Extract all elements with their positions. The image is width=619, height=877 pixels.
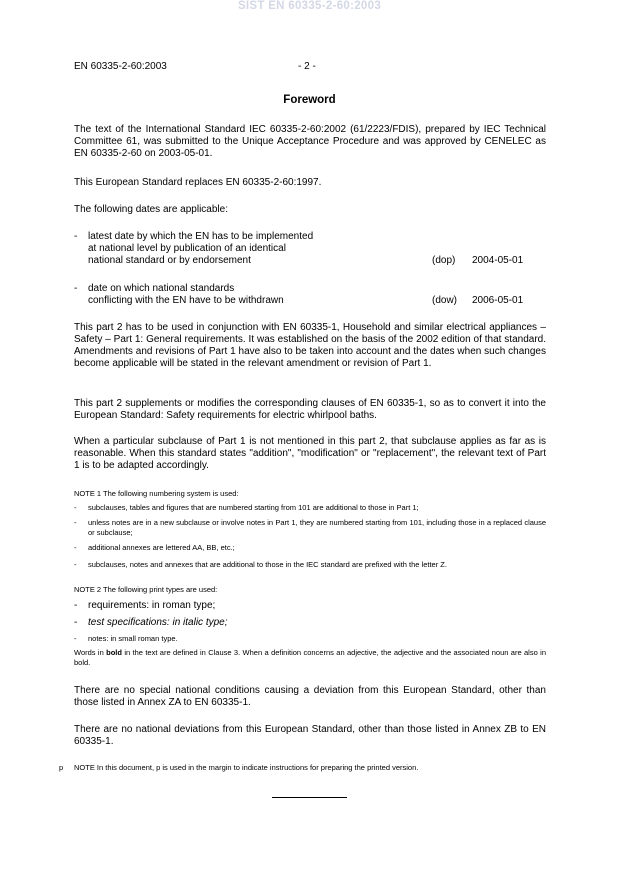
margin-marker: p — [59, 763, 64, 772]
note-item-text: notes: in small roman type. — [88, 634, 178, 643]
list-dash: - — [74, 617, 78, 628]
date-item-line: national standard or by endorsement — [88, 255, 251, 266]
note-item-text: subclauses, tables and figures that are numbered starting from 101 are additional to those in Part 1; — [88, 503, 419, 512]
list-dash: - — [74, 231, 78, 242]
bold-note-emphasis: bold — [106, 648, 122, 657]
list-dash: - — [74, 634, 77, 643]
date-value: 2006-05-01 — [472, 295, 524, 306]
paragraph-intro: The text of the International Standard IEC 60335-2-60:2002 (61/2223/FDIS), prepared by IEC Technical Committee 61, was submitted to the Unique Acceptance Procedure and was approved by CENELEC as EN 60335-2-60 on 2003-05-01. — [74, 124, 546, 159]
note-item-text: test specifications: in italic type; — [88, 617, 228, 628]
watermark: SIST EN 60335-2-60:2003 — [237, 0, 382, 12]
date-item-text — [88, 283, 428, 307]
note-item-text: subclauses, notes and annexes that are additional to those in the IEC standard are prefixed with the letter Z. — [88, 560, 447, 569]
list-dash: - — [74, 503, 77, 512]
header-doc-id: EN 60335-2-60:2003 — [74, 61, 167, 72]
list-dash: - — [74, 543, 77, 552]
note-item-text: additional annexes are lettered AA, BB, etc.; — [88, 543, 235, 552]
bold-note-text: in the text are defined in Clause 3. When a definition concerns an adjective, the adjective and the associated noun are also in bold. — [74, 648, 546, 667]
date-value: 2004-05-01 — [472, 255, 524, 266]
note-item-text: unless notes are in a new subclause or involve notes in Part 1, they are numbered starting from 101, including those in a replaced clause or subclause; — [88, 518, 546, 537]
date-item-dop — [74, 231, 546, 271]
final-note: NOTE In this document, p is used in the margin to indicate instructions for preparing the printed version. — [74, 763, 419, 772]
note2-label: NOTE 2 The following print types are used: — [74, 585, 218, 594]
page-title: Foreword — [283, 94, 336, 106]
bold-note-text: Words in — [74, 648, 107, 657]
paragraph-national-deviations: There are no national deviations from this European Standard, other than those listed in Annex ZB to EN 60335-1. — [74, 724, 546, 747]
date-abbr: (dop) — [432, 255, 456, 266]
bold-definition-note — [74, 648, 546, 667]
paragraph-dates-intro: The following dates are applicable: — [74, 204, 228, 215]
list-dash: - — [74, 600, 78, 611]
page-number: - 2 - — [298, 61, 316, 72]
note-item-text: requirements: in roman type; — [88, 600, 216, 611]
date-item-line: date on which national standards — [88, 283, 235, 294]
paragraph-national-conditions: There are no special national conditions causing a deviation from this European Standard, other than those listed in Annex ZA to EN 60335-1. — [74, 685, 546, 708]
list-dash: - — [74, 283, 78, 294]
paragraph-supplements: This part 2 supplements or modifies the corresponding clauses of EN 60335-1, so as to convert it into the European Standard: Safety requirements for electric whirlpool baths. — [74, 398, 546, 421]
date-item-dow — [74, 283, 546, 311]
date-item-line: at national level by publication of an identical — [88, 243, 286, 254]
paragraph-subclause: When a particular subclause of Part 1 is not mentioned in this part 2, that subclause applies as far as is reasonable. When this standard states "addition", "modification" or "replacement", the relevant text of Part 1 is to be adapted accordingly. — [74, 436, 546, 471]
paragraph-conjunction: This part 2 has to be used in conjunction with EN 60335-1, Household and similar electrical appliances – Safety – Part 1: General requirements. It was established on the basis of the 2002 edition of that standard. Amendments and revisions of Part 1 have also to be taken into account and the dates when such changes become applicable will be stated in the relevant amendment or revision of Part 1. — [74, 322, 546, 369]
note1-label: NOTE 1 The following numbering system is used: — [74, 489, 239, 498]
date-item-line: latest date by which the EN has to be implemented — [88, 231, 314, 242]
date-abbr: (dow) — [432, 295, 458, 306]
list-dash: - — [74, 518, 77, 527]
paragraph-replaces: This European Standard replaces EN 60335-2-60:1997. — [74, 177, 322, 188]
date-item-text — [88, 231, 428, 267]
end-rule — [272, 797, 347, 798]
date-item-line: conflicting with the EN have to be withdrawn — [88, 295, 284, 306]
list-dash: - — [74, 560, 77, 569]
